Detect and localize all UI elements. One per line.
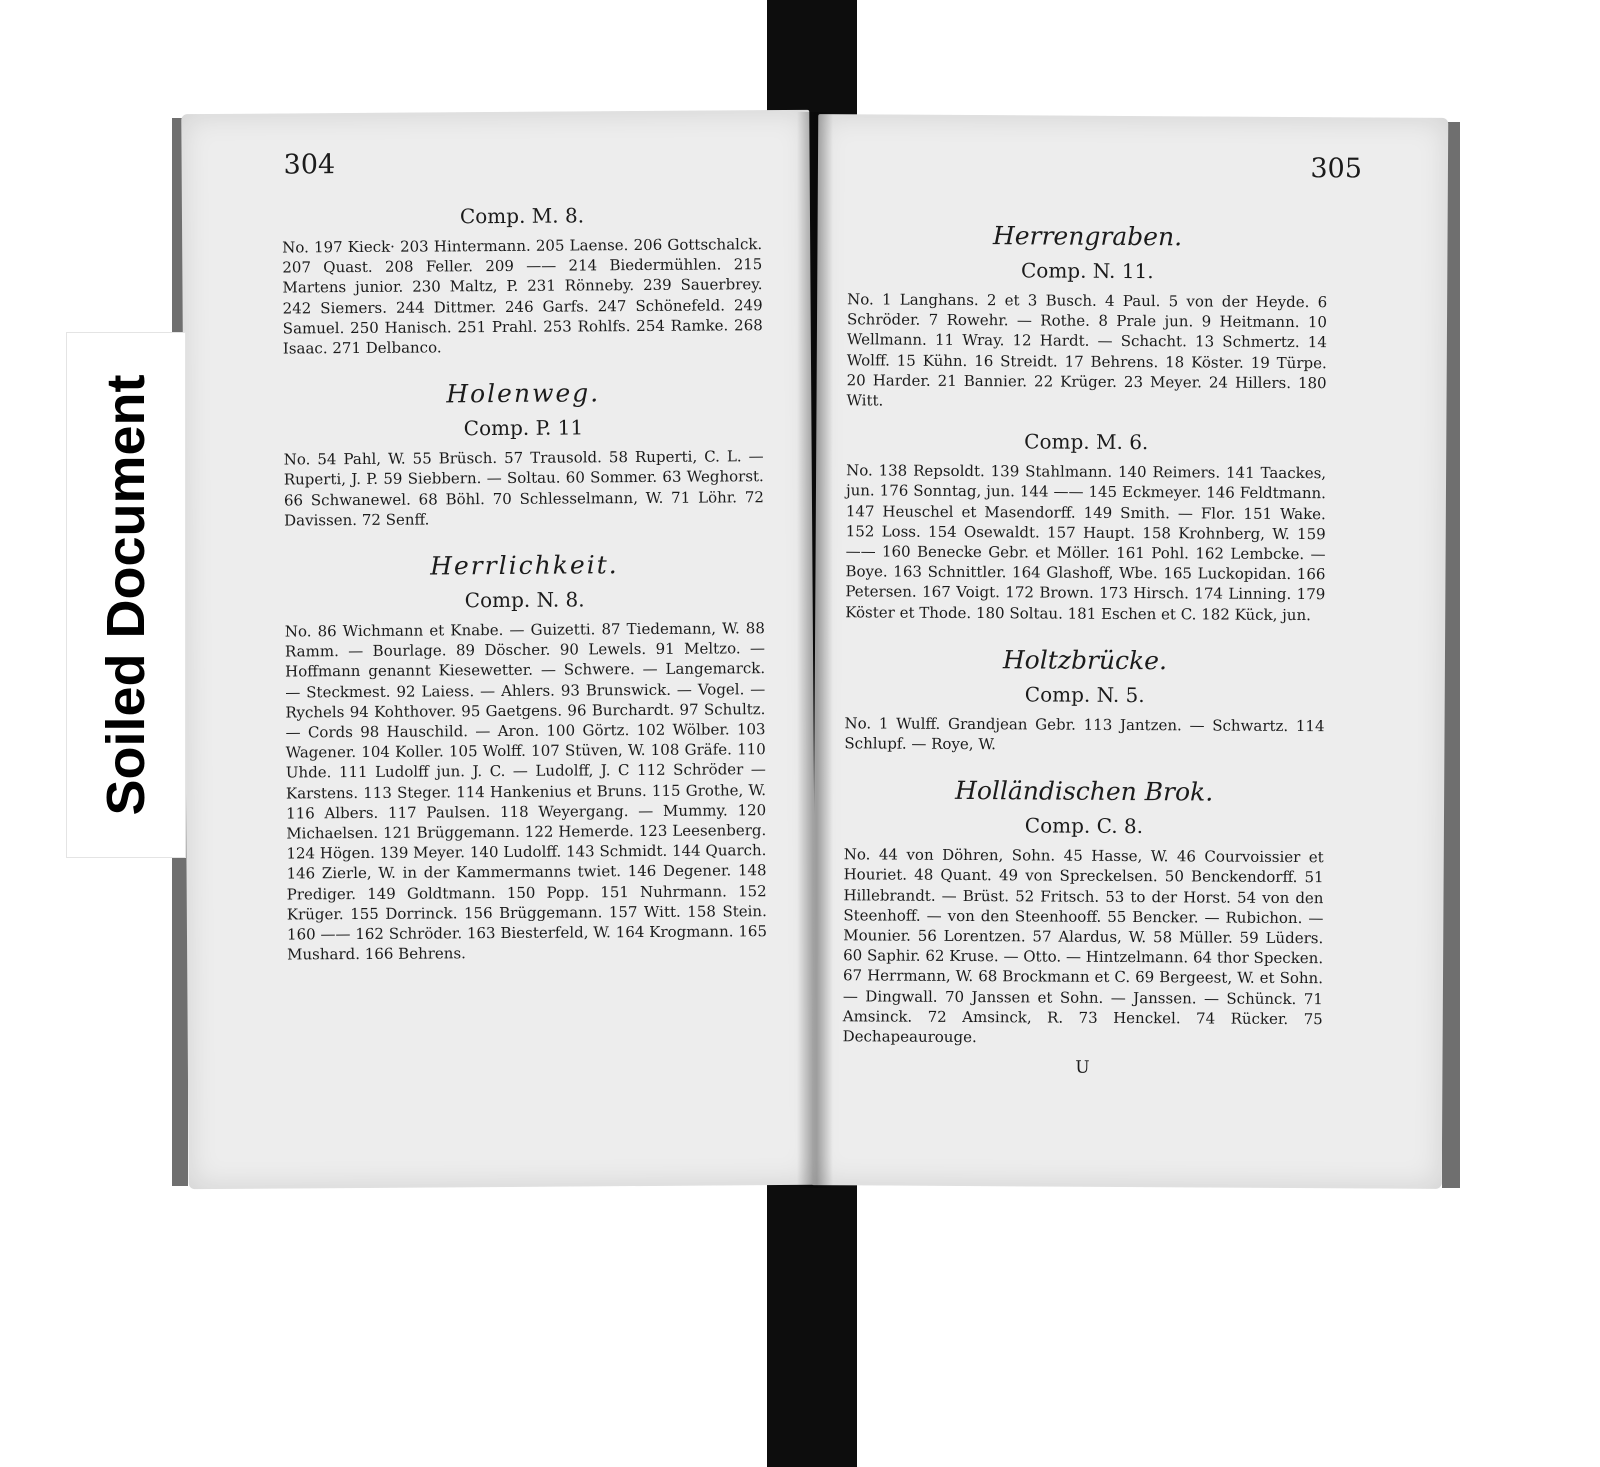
comp-heading: Comp. M. 6. (1024, 429, 1149, 455)
entry-list: No. 86 Wichmann et Knabe. — Guizetti. 87 Tiedemann, W. 88 Ramm. — Bourlage. 89 Döscher. 90 Lewels. 91 Meltzo. — Hoffmann genannt Kiesewetter. — Schwere. — Langemarck. — Steckmest. 92 Laiess. — Ahlers. 93 Brunswick. — Vogel. — Rychels 94 Kohthover. 95 Gaetgens. 96 Burchardt. 97 Schultz. — Cords 98 Hauschild. — Aron. 100 Görtz. 102 Wölber. 103 Wagener. 104 Koller. 105 Wolff. 107 Stüven, W. 108 Gräfe. 110 Uhde. 111 Ludolff jun. J. C. — Ludolff, J. C 112 Schröder — Karstens. 113 Steger. 114 Hankenius et Bruns. 115 Grothe, W. 116 Albers. 117 Paulsen. 118 Weyergang. — Mummy. 120 Michaelsen. 121 Brüggemann. 122 Hemerde. 123 Leesenberg. 124 Högen. 139 Meyer. 140 Ludolff. 143 Schmidt. 144 Quarch. 146 Zierle, W. in der Kammermanns twiet. 146 Degener. 148 Prediger. 149 Goldtmann. 150 Popp. 151 Nuhrmann. 152 Krüger. 155 Dorrinck. 156 Brüggemann. 157 Witt. 158 Stein. 160 —— 162 Schröder. 163 Biesterfeld, W. 164 Krogmann. 165 Mushard. 166 Behrens. (284, 619, 768, 964)
catchword: U (1075, 1057, 1090, 1079)
street-heading: Herrlichkeit. (430, 550, 619, 581)
right-column (842, 206, 1327, 1079)
comp-heading: Comp. M. 8. (459, 203, 585, 229)
comp-heading: Comp. N. 8. (464, 587, 585, 613)
entry-list: No. 138 Repsoldt. 139 Stahlmann. 140 Reimers. 141 Taackes, jun. 176 Sonntag, jun. 144 —— 145 Eckmeyer. 146 Feldtmann. 147 Heuschel et Masendorff. 149 Smith. — Flor. 151 Wake. 152 Loss. 154 Osewaldt. 157 Haupt. 158 Krohnberg, W. 159 —— 160 Benecke Gebr. et Möller. 161 Pohl. 162 Lembcke. — Boye. 163 Schnittler. 164 Glashoff, Wbe. 165 Luckopidan. 166 Petersen. 167 Voigt. 172 Brown. 173 Hirsch. 174 Linning. 179 Köster et Thode. 180 Soltau. 181 Eschen et C. 182 Kück, jun. (845, 461, 1327, 624)
page-number: 305 (1310, 153, 1363, 185)
gutter-shadow (797, 112, 833, 1188)
street-heading: Herrengraben. (992, 221, 1183, 252)
right-page (812, 114, 1449, 1189)
left-page (181, 110, 816, 1189)
comp-heading: Comp. N. 5. (1024, 682, 1145, 707)
entry-list: No. 54 Pahl, W. 55 Brüsch. 57 Trausold. 58 Ruperti, C. L. — Ruperti, J. P. 59 Siebbern. — Soltau. 60 Sommer. 63 Weghorst. 66 Schwanewel. 68 Böhl. 70 Schlesselmann, W. 71 Löhr. 72 Davissen. 72 Senff. (283, 447, 765, 530)
entry-list: No. 44 von Döhren, Sohn. 45 Hasse, W. 46 Courvoissier et Houriet. 48 Quant. 49 von Spreckelsen. 50 Benckendorff. 51 Hillebrandt. — Brüst. 52 Fritsch. 53 to der Horst. 54 von den Steenhoff. — von den Steenhooff. 55 Bencker. — Rubichon. — Mounier. 56 Lorentzen. 57 Alardus, W. 58 Müller. 59 Lüders. 60 Saphir. 62 Kruse. — Otto. — Hintzelmann. 64 thor Specken. 67 Herrmann, W. 68 Brockmann et C. 69 Bergeest, W. et Sohn. — Dingwall. 70 Janssen et Sohn. — Janssen. — Schünck. 71 Amsinck. 72 Amsinck, R. 73 Henckel. 74 Rücker. 75 Dechapeaurouge. (842, 845, 1324, 1047)
street-heading: Holländischen Brok. (955, 776, 1214, 807)
entry-list: No. 1 Langhans. 2 et 3 Busch. 4 Paul. 5 von der Heyde. 6 Schröder. 7 Rowehr. — Rothe. 8 Prale jun. 9 Heitmann. 10 Wellmann. 11 Wray. 12 Hardt. — Schacht. 13 Schmertz. 14 Wolff. 15 Kühn. 16 Streidt. 17 Behrens. 18 Köster. 19 Türpe. 20 Harder. 21 Bannier. 22 Krüger. 23 Meyer. 24 Hillers. 180 Witt. (846, 290, 1328, 410)
stamp-label: Soiled Document (96, 374, 156, 816)
entry-list: No. 197 Kieck· 203 Hintermann. 205 Laense. 206 Gottschalck. 207 Quast. 208 Feller. 209 —— 214 Biedermühlen. 215 Martens junior. 230 Maltz, P. 231 Rönneby. 239 Sauerbrey. 242 Siemers. 244 Dittmer. 246 Garfs. 247 Schönefeld. 249 Samuel. 250 Hanisch. 251 Prahl. 253 Rohlfs. 254 Ramke. 268 Isaac. 271 Delbanco. (282, 235, 763, 358)
street-heading: Holenweg. (446, 378, 601, 409)
page-number: 304 (283, 149, 336, 181)
street-heading: Holtzbrücke. (1002, 645, 1168, 676)
left-column (282, 202, 767, 965)
comp-heading: Comp. C. 8. (1024, 813, 1144, 839)
soiled-document-stamp (66, 332, 186, 858)
entry-list: No. 1 Wulff. Grandjean Gebr. 113 Jantzen. — Schwartz. 114 Schlupf. — Roye, W. (844, 714, 1325, 754)
comp-heading: Comp. P. 11 (463, 415, 584, 441)
comp-heading: Comp. N. 11. (1020, 258, 1154, 284)
